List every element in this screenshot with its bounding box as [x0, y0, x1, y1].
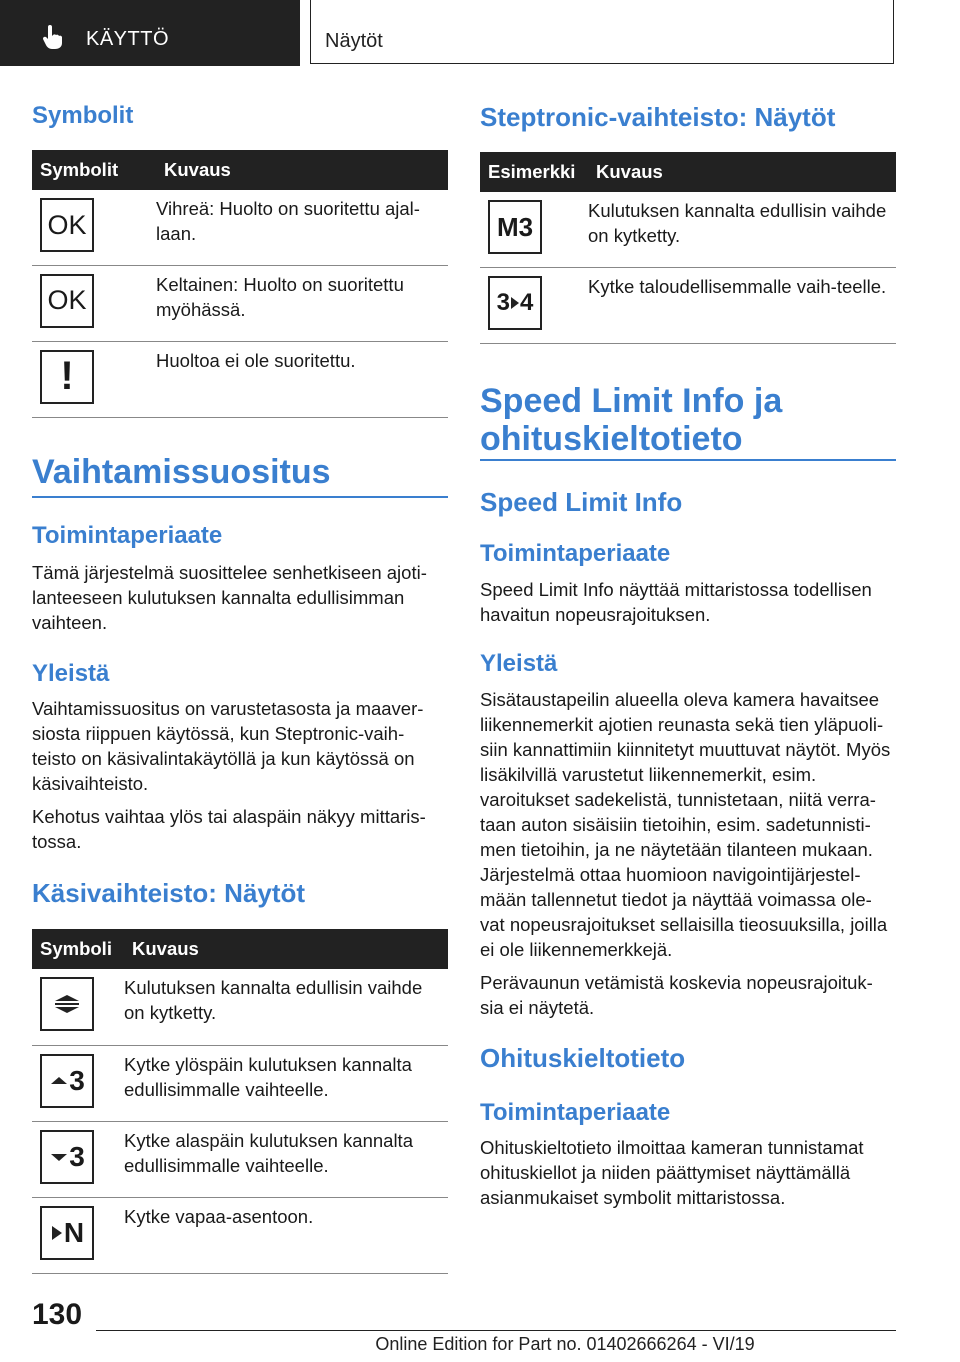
symbolit-table: [32, 150, 448, 418]
footer-edition: Online Edition for Part no. 01402666264 - VI/19: [375, 1334, 755, 1354]
steptronic-heading: Steptronic-vaihteisto: Näytöt: [480, 102, 836, 132]
toimintaperiaate-heading: Toimintaperiaate: [32, 522, 223, 549]
yleista-heading: Yleistä: [32, 660, 110, 687]
table-row: [32, 190, 448, 265]
steptronic-table: [480, 152, 896, 344]
table-row: [32, 265, 448, 341]
table-header: Kuvaus: [588, 152, 896, 192]
section-title: KÄYTTÖ: [86, 28, 170, 50]
table-header: Esimerkki: [480, 152, 588, 192]
table-row: [480, 192, 896, 267]
table-row: [32, 1045, 448, 1121]
neutral-icon: N: [40, 1206, 94, 1260]
table-row: [32, 341, 448, 417]
table-header: Symbolit: [32, 150, 156, 190]
toimintaperiaate-text: Tämä järjestelmä suosittelee senhetkiseen ajoti-lanteeseen kulutuksen kannalta edullisimman vaihteen.: [32, 562, 427, 633]
shift-3-to-4-icon: 3 4: [488, 276, 542, 330]
oh-toimintaperiaate-text: Ohituskieltotieto ilmoittaa kameran tunnistamat ohituskiellot ja niiden päättymiset näyttämällä asianmukaiset symbolit mittaristossa.: [480, 1137, 864, 1208]
table-cell: Kulutuksen kannalta edullisin vaihde on kytketty.: [588, 192, 896, 267]
table-cell: Huoltoa ei ole suoritettu.: [156, 341, 448, 417]
heading-rule: [480, 459, 896, 461]
hand-pointer-icon: [40, 24, 66, 50]
table-header: Symboli: [32, 929, 124, 969]
chapter-title: Näytöt: [325, 30, 383, 52]
table-header: Kuvaus: [124, 929, 448, 969]
kasivaihteisto-table: [32, 929, 448, 1274]
vaihtamissuositus-heading: Vaihtamissuositus: [32, 453, 331, 491]
speed-limit-main-heading: Speed Limit Info ja ohituskieltotieto: [480, 382, 783, 458]
page-number: 130: [32, 1298, 83, 1331]
sl-toimintaperiaate-heading: Toimintaperiaate: [480, 540, 671, 567]
ok-green-icon: OK: [40, 198, 94, 252]
table-row: [32, 1197, 448, 1273]
footer-rule: [96, 1330, 896, 1331]
shift-down-icon: 3: [40, 1130, 94, 1184]
table-cell: Kytke ylöspäin kulutuksen kannalta edullisimmalle vaihteelle.: [124, 1045, 448, 1121]
table-cell: Kytke vapaa-asentoon.: [124, 1197, 448, 1273]
yleista-text-2: Kehotus vaihtaa ylös tai alaspäin näkyy mittaris-tossa.: [32, 806, 426, 852]
heading-rule: [32, 496, 448, 498]
table-row: [32, 1121, 448, 1197]
sl-yleista-text: Sisätaustapeilin alueella oleva kamera havaitsee liikennemerkit ajotien reunasta sekä tien yläpuoli-siin kannattimiin kiinnitetyt muuttuvat näytöt. Myös lisäkilvillä varustetut liikennemerkit, esim. varoitukset sadekelistä, tunnistetaan, niitä verra-taan auton sisäisiin tietoihin, esim. sadetunnisti-men tietoihin, ja ne näytetään tilanteen mukaan. Järjestelmä ottaa huomioon navigointijärjestel-mään tallennetut tiedot ja näyttää voimassa ole-vat nopeusrajoitukset sellaisilla tieosuuksilla, joilla ei ole liikennemerkkejä.: [480, 689, 891, 960]
table-row: [32, 969, 448, 1045]
speed-limit-heading: Speed Limit Info: [480, 487, 683, 517]
kasivaihteisto-heading: Käsivaihteisto: Näytöt: [32, 878, 306, 908]
m3-icon: M3: [488, 200, 542, 254]
page-header: [0, 0, 960, 66]
sl-yleista-text-2: Perävaunun vetämistä koskevia nopeusrajoituk-sia ei näytetä.: [480, 972, 873, 1018]
exclamation-icon: !: [40, 350, 94, 404]
table-cell: Kulutuksen kannalta edullisin vaihde on kytketty.: [124, 969, 448, 1045]
chapter-box: [310, 0, 894, 64]
table-cell: Keltainen: Huolto on suoritettu myöhässä.: [156, 265, 448, 341]
sl-toimintaperiaate-text: Speed Limit Info näyttää mittaristossa todellisen havaitun nopeusrajoituksen.: [480, 579, 872, 625]
table-row: [480, 267, 896, 343]
oh-toimintaperiaate-heading: Toimintaperiaate: [480, 1099, 671, 1126]
sl-yleista-heading: Yleistä: [480, 650, 558, 677]
shift-up-icon: 3: [40, 1054, 94, 1108]
ohituskieltotieto-heading: Ohituskieltotieto: [480, 1043, 686, 1073]
optimal-gear-icon: [40, 977, 94, 1031]
table-cell: Kytke taloudellisemmalle vaih-teelle.: [588, 267, 896, 343]
symbolit-heading: Symbolit: [32, 102, 134, 129]
table-cell: Vihreä: Huolto on suoritettu ajal-laan.: [156, 190, 448, 265]
table-header: Kuvaus: [156, 150, 448, 190]
section-tab: [0, 0, 300, 66]
table-cell: Kytke alaspäin kulutuksen kannalta edullisimmalle vaihteelle.: [124, 1121, 448, 1197]
yleista-text: Vaihtamissuositus on varustetasosta ja maaver-siosta riippuen käytössä, kun Steptronic-vaih-teisto on käsivalintakäytöllä ja kun käytössä on käsivaihteisto.: [32, 698, 424, 794]
ok-yellow-icon: OK: [40, 274, 94, 328]
